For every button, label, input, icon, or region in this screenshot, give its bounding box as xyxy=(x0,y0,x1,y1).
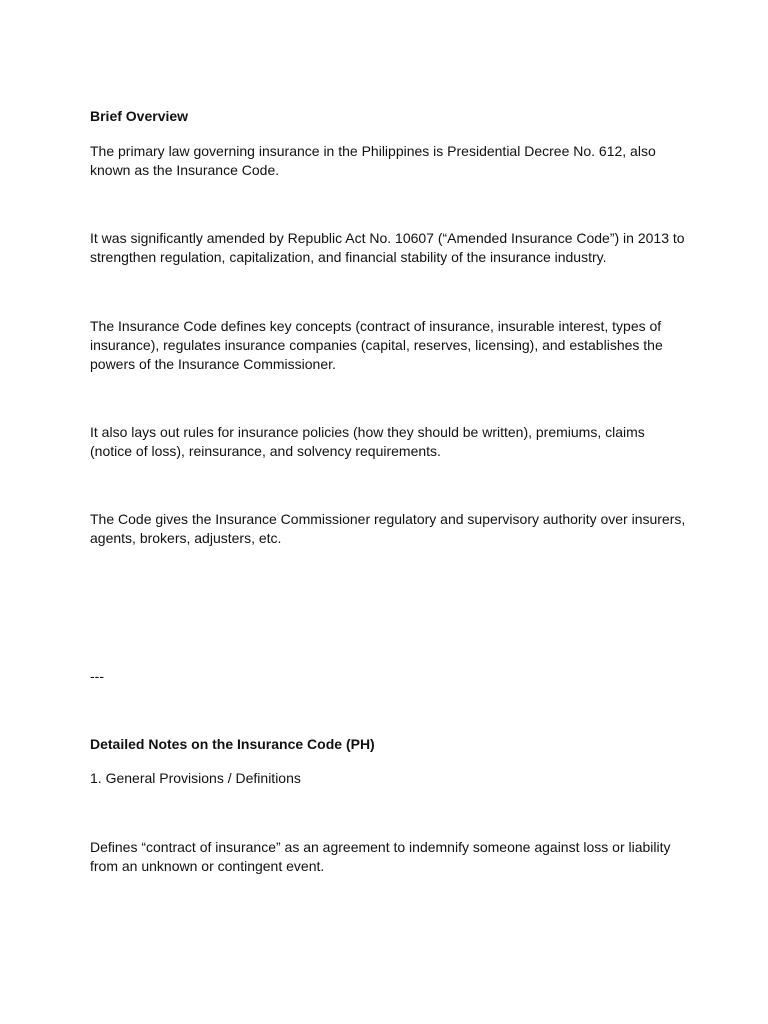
section-separator: --- xyxy=(90,668,104,684)
paragraph-line: It was significantly amended by Republic Act No. 10607 (“Amended Insurance Code”) in 2013 to xyxy=(90,230,685,246)
paragraph-line: The Code gives the Insurance Commissioner regulatory and supervisory authority over insurers, xyxy=(90,511,686,527)
paragraph-line: agents, brokers, adjusters, etc. xyxy=(90,530,282,546)
paragraph-contract-definition xyxy=(90,838,690,876)
paragraph-commissioner-authority xyxy=(90,510,690,548)
paragraph-line: It also lays out rules for insurance policies (how they should be written), premiums, claims xyxy=(90,424,645,440)
paragraph-line: insurance), regulates insurance companies (capital, reserves, licensing), and establishes the xyxy=(90,337,663,353)
heading-detailed-notes: Detailed Notes on the Insurance Code (PH) xyxy=(90,736,375,752)
paragraph-line: known as the Insurance Code. xyxy=(90,162,280,178)
paragraph-line: The primary law governing insurance in the Philippines is Presidential Decree No. 612, also xyxy=(90,143,656,159)
paragraph-line: strengthen regulation, capitalization, and financial stability of the insurance industry. xyxy=(90,249,607,265)
paragraph-key-concepts xyxy=(90,317,690,374)
paragraph-line: (notice of loss), reinsurance, and solvency requirements. xyxy=(90,443,441,459)
paragraph-primary-law xyxy=(90,142,690,180)
heading-brief-overview: Brief Overview xyxy=(90,108,189,124)
paragraph-amendment xyxy=(90,229,690,267)
paragraph-line: Defines “contract of insurance” as an agreement to indemnify someone against loss or liability xyxy=(90,839,671,855)
paragraph-line: from an unknown or contingent event. xyxy=(90,858,325,874)
paragraph-policy-rules xyxy=(90,423,690,461)
section-title-general-provisions: 1. General Provisions / Definitions xyxy=(90,770,301,786)
paragraph-line: The Insurance Code defines key concepts (contract of insurance, insurable interest, types of xyxy=(90,318,662,334)
paragraph-line: powers of the Insurance Commissioner. xyxy=(90,356,336,372)
